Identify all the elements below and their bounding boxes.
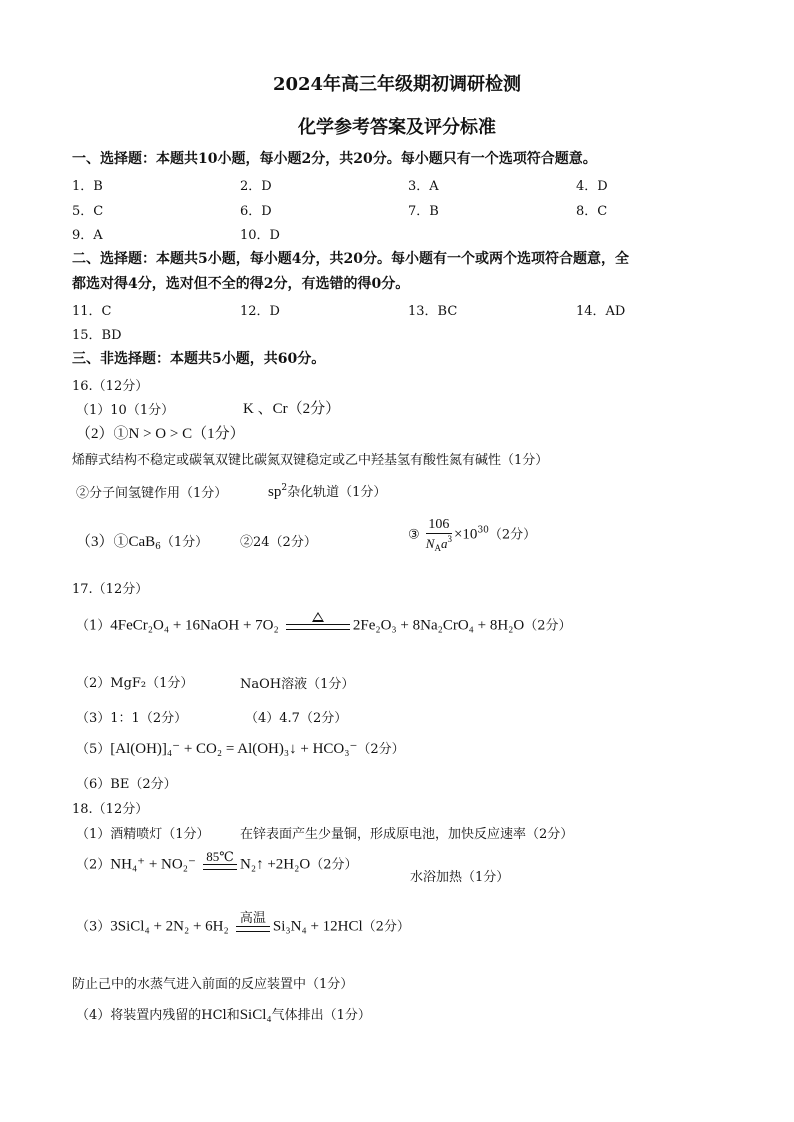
section-2-heading: 二、选择题：本题共5小题，每小题4分，共20分。每小题有一个或两个选项符合题意，全 <box>72 251 629 267</box>
section-3-heading: 三、非选择题：本题共5小题，共60分。 <box>72 351 326 367</box>
q17-1-equation: （1）4FeCr₂O₄ + 16NaOH + 7O₂ 2Fe₂O₃ + 8Na₂CrO₄ + 8H₂O（2分） <box>76 612 572 640</box>
q17-5: （5）[Al(OH)]₄⁻ + CO₂ = Al(OH)₃↓ + HCO₃⁻（2分） <box>76 741 405 757</box>
answer-12: 12．D <box>240 304 280 319</box>
q17-4: （4）4.7（2分） <box>245 711 348 726</box>
answer-6: 6．D <box>240 204 272 219</box>
answer-13: 13．BC <box>408 304 458 319</box>
answer-7: 7．B <box>408 204 439 219</box>
q18-3-reason: 防止己中的水蒸气进入前面的反应装置中（1分） <box>72 977 354 992</box>
q17-6: （6）BE（2分） <box>76 777 177 792</box>
high-temperature-condition: 高温 <box>236 912 270 942</box>
q18-2b: 水浴加热（1分） <box>410 870 510 885</box>
q16-2-explanation: 烯醇式结构不稳定或碳氧双键比碳氮双键稳定或乙中羟基氢有酸性氮有碱性（1分） <box>72 453 549 468</box>
q18-1b: 在锌表面产生少量铜，形成原电池，加快反应速率（2分） <box>240 827 574 842</box>
q16-3a: （3）①CaB$_6$（1分） <box>76 534 209 552</box>
answer-14: 14．AD <box>576 304 626 319</box>
heat-condition <box>286 612 350 640</box>
answer-8: 8．C <box>576 204 608 219</box>
q17-2b: NaOH溶液（1分） <box>240 677 355 692</box>
q16-2: （2）①N > O > C（1分） <box>76 426 245 442</box>
answer-5: 5．C <box>72 204 104 219</box>
answer-3: 3．A <box>408 179 439 194</box>
q18-2-equation: （2）NH₄⁺ + NO₂⁻ 85℃ N₂↑ +2H₂O（2分） <box>76 850 357 880</box>
page-title: 2024年高三年级期初调研检测 <box>272 74 522 95</box>
answer-4: 4．D <box>576 179 608 194</box>
q16-1b: K 、Cr（2分） <box>243 401 341 417</box>
q16-3b: ②24（2分） <box>240 535 317 550</box>
q17-2a: （2）MgF₂（1分） <box>76 676 194 691</box>
q18-4: （4）将装置内残留的HCl和SiCl₄气体排出（1分） <box>76 1007 371 1023</box>
answer-11: 11．C <box>72 304 112 319</box>
q18-heading: 18.（12分） <box>72 802 149 817</box>
q16-1a: （1）10（1分） <box>76 403 175 418</box>
answer-9: 9．A <box>72 228 103 243</box>
q17-heading: 17.（12分） <box>72 582 149 597</box>
q16-2-second: ②分子间氢键作用（1分） <box>76 486 228 501</box>
delta-icon <box>312 612 324 622</box>
temperature-condition: 85℃ <box>203 850 237 880</box>
section-2-heading-cont: 都选对得4分，选对但不全的得2分，有选错的得0分。 <box>72 276 410 292</box>
answer-10: 10．D <box>240 228 280 243</box>
q16-heading: 16.（12分） <box>72 379 149 394</box>
q18-3-equation: （3）3SiCl₄ + 2N₂ + 6H₂ 高温 Si₃N₄ + 12HCl（2分） <box>76 912 410 942</box>
q16-3c-density: ③ $\frac{106}{N_Aa^3}$ $\times 10^{30}(2$分） <box>408 517 537 553</box>
answer-2: 2．D <box>240 179 272 194</box>
answer-1: 1．B <box>72 179 103 194</box>
answer-15: 15．BD <box>72 328 122 343</box>
q18-1a: （1）酒精喷灯（1分） <box>76 827 210 842</box>
density-fraction: $\frac{106}{N_Aa^3}$ <box>425 517 452 553</box>
section-1-heading: 一、选择题：本题共10小题，每小题2分，共20分。每小题只有一个选项符合题意。 <box>72 151 597 167</box>
q16-2-hybrid: $sp^2$杂化轨道（1分） <box>268 483 387 500</box>
page-subtitle: 化学参考答案及评分标准 <box>298 117 496 138</box>
q17-3: （3）1：1（2分） <box>76 711 188 726</box>
